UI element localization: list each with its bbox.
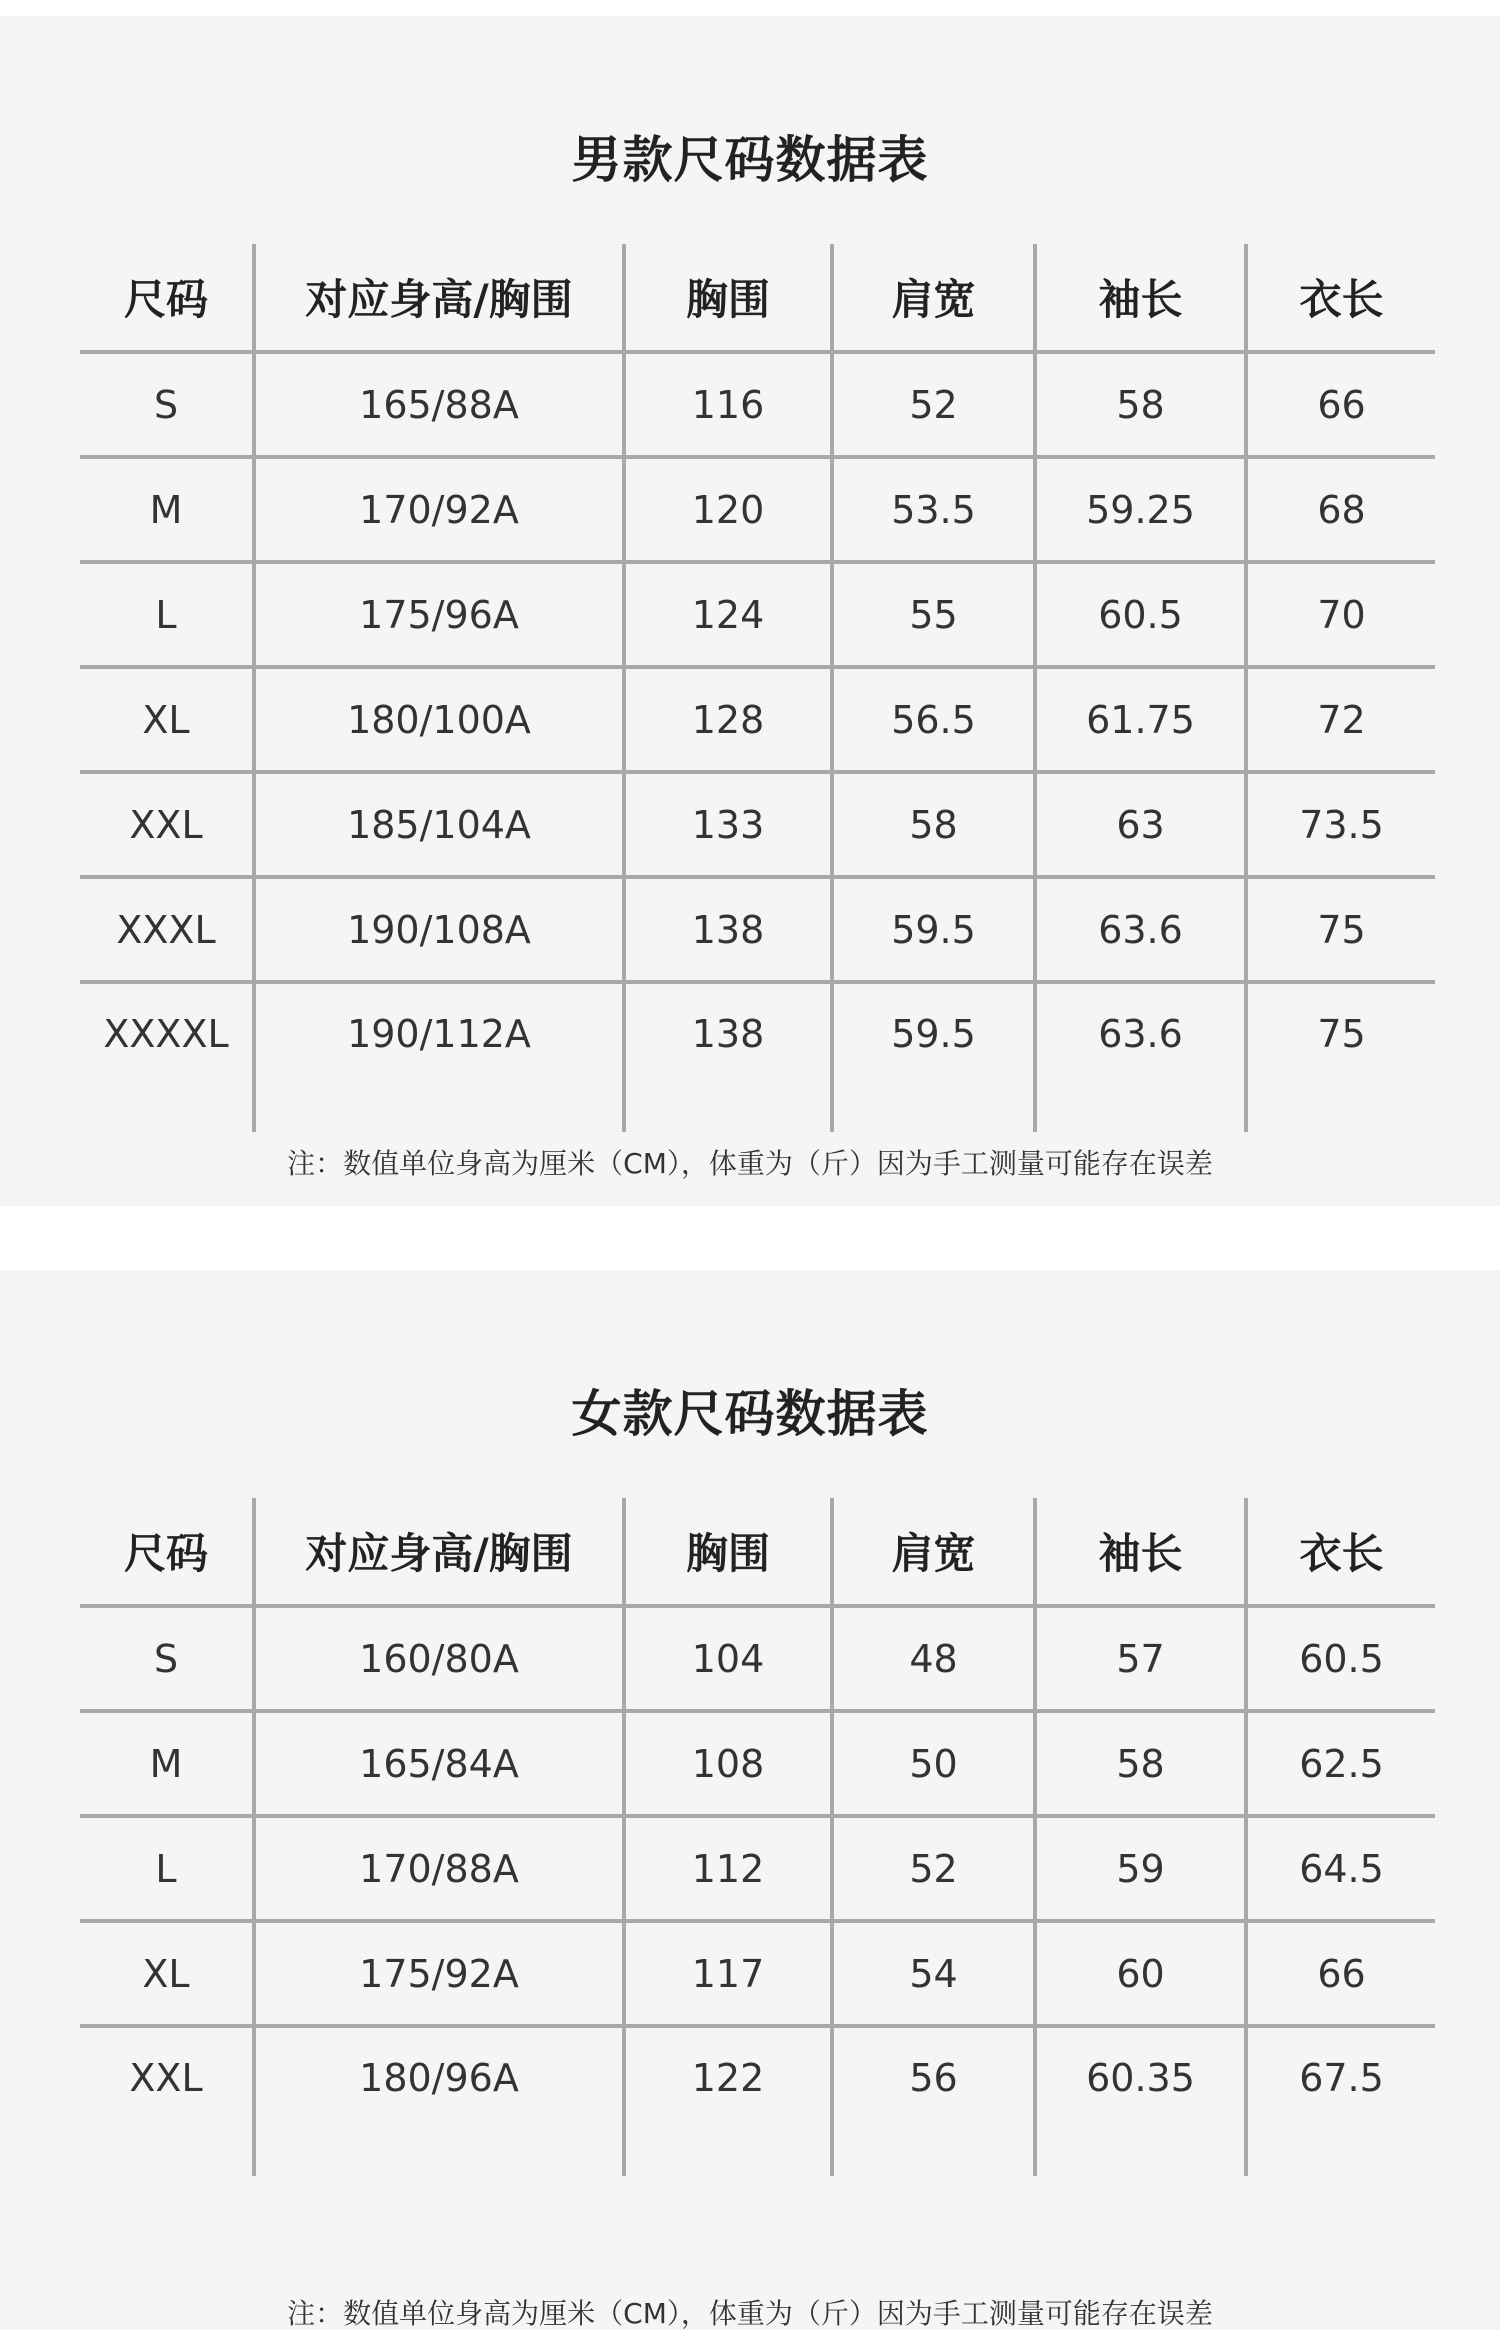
- header-chest: 胸围: [624, 1498, 832, 1606]
- cell-size: XXL: [129, 2056, 203, 2100]
- cell-chest: 112: [624, 1816, 832, 1921]
- cell-sleeve: 57: [1035, 1606, 1246, 1711]
- cell-chest: 138: [624, 877, 832, 982]
- header-sleeve: 袖长: [1035, 1498, 1246, 1606]
- cell-size: S: [80, 352, 254, 457]
- header-length: 衣长: [1246, 244, 1435, 352]
- header-size: 尺码: [80, 1498, 254, 1606]
- cell-height-chest: 180/96A: [254, 2026, 624, 2176]
- table-row: [80, 877, 1435, 982]
- cell-size: XXXL: [80, 877, 254, 982]
- cell-height-chest: 165/84A: [254, 1711, 624, 1816]
- header-chest: 胸围: [624, 244, 832, 352]
- table-row: [80, 457, 1435, 562]
- cell-sleeve: 60.5: [1035, 562, 1246, 667]
- cell-size: XL: [80, 667, 254, 772]
- cell-sleeve: 61.75: [1035, 667, 1246, 772]
- men-size-chart-panel: [0, 16, 1500, 1206]
- table-row: [80, 352, 1435, 457]
- header-height-chest: 对应身高/胸围: [254, 244, 624, 352]
- cell-shoulder: 59.5: [832, 877, 1035, 982]
- cell-length: 66: [1246, 352, 1435, 457]
- cell-shoulder: 56: [832, 2026, 1035, 2176]
- header-sleeve: 袖长: [1035, 244, 1246, 352]
- cell-shoulder: 58: [832, 772, 1035, 877]
- cell-sleeve: 59.25: [1035, 457, 1246, 562]
- table-row: [80, 1711, 1435, 1816]
- cell-height-chest: 170/88A: [254, 1816, 624, 1921]
- cell-shoulder: 53.5: [832, 457, 1035, 562]
- table-row: [80, 1816, 1435, 1921]
- cell-size: M: [80, 457, 254, 562]
- cell-size: XL: [80, 1921, 254, 2026]
- cell-chest: 104: [624, 1606, 832, 1711]
- cell-length: 60.5: [1246, 1606, 1435, 1711]
- cell-size: M: [80, 1711, 254, 1816]
- cell-height-chest: 185/104A: [254, 772, 624, 877]
- header-size: 尺码: [80, 244, 254, 352]
- cell-sleeve: 60: [1035, 1921, 1246, 2026]
- cell-size: XXXXL: [103, 1012, 229, 1056]
- table-row: [80, 1921, 1435, 2026]
- cell-length: 64.5: [1246, 1816, 1435, 1921]
- table-header-row: [80, 1498, 1435, 1606]
- cell-chest: 128: [624, 667, 832, 772]
- cell-height-chest: 190/112A: [254, 982, 624, 1132]
- table-row: [80, 982, 1435, 1132]
- header-shoulder: 肩宽: [832, 244, 1035, 352]
- women-size-table: [80, 1498, 1435, 2176]
- cell-shoulder: 59.5: [832, 982, 1035, 1132]
- cell-sleeve: 59: [1035, 1816, 1246, 1921]
- cell-shoulder: 50: [832, 1711, 1035, 1816]
- cell-length: 70: [1246, 562, 1435, 667]
- cell-shoulder: 52: [832, 352, 1035, 457]
- cell-shoulder: 48: [832, 1606, 1035, 1711]
- table-row: [80, 562, 1435, 667]
- men-measurement-note: 注：数值单位身高为厘米（CM），体重为（斤）因为手工测量可能存在误差: [287, 1147, 1213, 1180]
- cell-height-chest: 160/80A: [254, 1606, 624, 1711]
- cell-size: L: [80, 562, 254, 667]
- cell-length: 75: [1246, 982, 1435, 1132]
- header-shoulder: 肩宽: [832, 1498, 1035, 1606]
- cell-shoulder: 55: [832, 562, 1035, 667]
- table-row: [80, 772, 1435, 877]
- cell-height-chest: 180/100A: [254, 667, 624, 772]
- cell-length: 66: [1246, 1921, 1435, 2026]
- cell-size: S: [80, 1606, 254, 1711]
- cell-height-chest: 170/92A: [254, 457, 624, 562]
- women-size-chart-title: 女款尺码数据表: [571, 1385, 929, 1443]
- cell-height-chest: 175/96A: [254, 562, 624, 667]
- cell-chest: 116: [624, 352, 832, 457]
- header-height-chest: 对应身高/胸围: [254, 1498, 624, 1606]
- cell-chest: 133: [624, 772, 832, 877]
- men-size-chart-title: 男款尺码数据表: [571, 131, 929, 189]
- cell-shoulder: 56.5: [832, 667, 1035, 772]
- cell-chest: 117: [624, 1921, 832, 2026]
- cell-sleeve: 60.35: [1035, 2026, 1246, 2176]
- women-size-chart-panel: [0, 1270, 1500, 2330]
- cell-chest: 138: [624, 982, 832, 1132]
- cell-sleeve: 63.6: [1035, 877, 1246, 982]
- cell-sleeve: 63: [1035, 772, 1246, 877]
- cell-length: 67.5: [1246, 2026, 1435, 2176]
- women-measurement-note: 注：数值单位身高为厘米（CM），体重为（斤）因为手工测量可能存在误差: [287, 2297, 1213, 2330]
- table-row: [80, 667, 1435, 772]
- cell-length: 62.5: [1246, 1711, 1435, 1816]
- cell-sleeve: 58: [1035, 352, 1246, 457]
- table-header-row: [80, 244, 1435, 352]
- cell-sleeve: 58: [1035, 1711, 1246, 1816]
- cell-sleeve: 63.6: [1035, 982, 1246, 1132]
- cell-size: L: [80, 1816, 254, 1921]
- cell-chest: 108: [624, 1711, 832, 1816]
- cell-size: XXL: [80, 772, 254, 877]
- cell-length: 73.5: [1246, 772, 1435, 877]
- cell-chest: 124: [624, 562, 832, 667]
- cell-length: 72: [1246, 667, 1435, 772]
- cell-chest: 122: [624, 2026, 832, 2176]
- cell-length: 68: [1246, 457, 1435, 562]
- cell-height-chest: 190/108A: [254, 877, 624, 982]
- table-row: [80, 1606, 1435, 1711]
- table-row: [80, 2026, 1435, 2176]
- cell-shoulder: 52: [832, 1816, 1035, 1921]
- men-size-table: [80, 244, 1435, 1132]
- cell-length: 75: [1246, 877, 1435, 982]
- cell-shoulder: 54: [832, 1921, 1035, 2026]
- cell-chest: 120: [624, 457, 832, 562]
- cell-height-chest: 175/92A: [254, 1921, 624, 2026]
- cell-height-chest: 165/88A: [254, 352, 624, 457]
- header-length: 衣长: [1246, 1498, 1435, 1606]
